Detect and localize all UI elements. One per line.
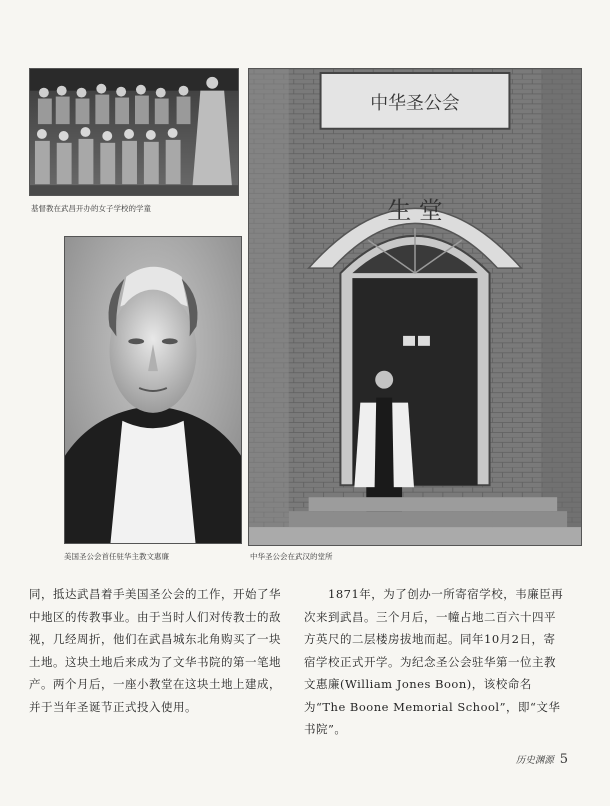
photo-church	[248, 68, 582, 546]
caption-church: 中华圣公会在武汉的堂所	[250, 552, 333, 561]
page-footer	[516, 752, 568, 767]
caption-girls-school: 基督教在武昌开办的女子学校的学童	[31, 204, 151, 213]
body-paragraph: 1871年，为了创办一所寄宿学校，韦廉臣再次来到武昌。三个月后，一幢占地二百六十四平方英尺的二层楼房拔地而起。同年10月2日，寄宿学校正式开学。为纪念圣公会驻华第一位主教文惠廉(William Jones Boon)，该校命名为“The Boone Memorial School”，即“文华书院”。	[304, 587, 564, 736]
body-paragraph: 同，抵达武昌着手美国圣公会的工作，开始了华中地区的传教事业。由于当时人们对传教士的敌视，几经周折，他们在武昌城东北角购买了一块土地。这块土地后来成为了文华书院的第一笔地产。两个月后，一座小教堂在这块土地上建成，并于当年圣诞节正式投入使用。	[29, 587, 281, 714]
photo-portrait-bishop	[64, 236, 242, 544]
section-title: 历史渊源	[515, 755, 554, 766]
girls-school-image	[30, 69, 238, 195]
body-left-column	[29, 583, 289, 718]
church-image	[249, 69, 581, 545]
body-right-column	[304, 583, 566, 741]
arch-text: 生 堂	[387, 196, 443, 225]
plaque-text: 中华圣公会	[370, 92, 460, 114]
caption-portrait: 美国圣公会首任驻华主教文惠廉	[64, 552, 169, 561]
portrait-image	[65, 237, 241, 543]
photo-girls-school	[29, 68, 239, 196]
page-number: 5	[559, 752, 568, 767]
